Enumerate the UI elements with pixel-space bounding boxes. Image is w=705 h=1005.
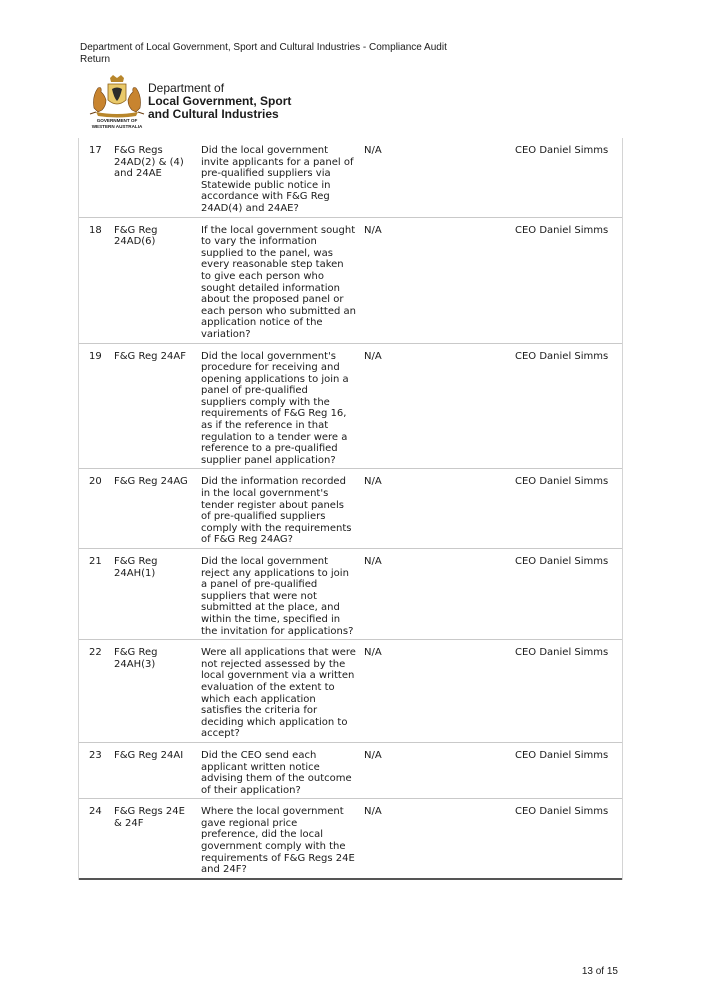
table-right-border bbox=[622, 138, 623, 880]
regulation-reference: F&G Regs 24E & 24F bbox=[110, 799, 197, 879]
page-number: 13 of 15 bbox=[581, 966, 618, 977]
response-value: N/A bbox=[360, 549, 439, 640]
table-row bbox=[78, 217, 623, 343]
response-value: N/A bbox=[360, 799, 439, 879]
regulation-reference: F&G Reg 24AF bbox=[110, 343, 197, 469]
crest-caption-line-1: GOVERNMENT OF bbox=[96, 118, 138, 123]
comments-cell bbox=[439, 138, 511, 217]
response-value: N/A bbox=[360, 217, 439, 343]
respondent-name: CEO Daniel Simms bbox=[511, 469, 623, 549]
response-value: N/A bbox=[360, 469, 439, 549]
department-name bbox=[148, 82, 291, 121]
audit-question: If the local government sought to vary the information supplied to the panel, was every reasonable step taken to give each person who sought detailed information about the proposed panel or each person who submitted an application notice of the variation? bbox=[197, 217, 360, 343]
audit-question: Did the local government reject any applications to join a panel of pre-qualified suppliers that were not submitted at the place, and within the time, specified in the invitation for applications? bbox=[197, 549, 360, 640]
audit-question: Were all applications that were not rejected assessed by the local government via a written evaluation of the extent to which each application satisfies the criteria for deciding which application to accept? bbox=[197, 640, 360, 743]
comments-cell bbox=[439, 343, 511, 469]
department-name-line-2: Local Government, Sport bbox=[148, 94, 292, 108]
document-header-title: Department of Local Government, Sport and Cultural Industries - Compliance Audit Return bbox=[80, 42, 447, 65]
crest-caption-line-2: WESTERN AUSTRALIA bbox=[91, 123, 143, 129]
row-number: 24 bbox=[78, 799, 110, 879]
comments-cell bbox=[439, 549, 511, 640]
table-row bbox=[78, 799, 623, 879]
comments-cell bbox=[439, 742, 511, 798]
row-number: 23 bbox=[78, 742, 110, 798]
row-number: 18 bbox=[78, 217, 110, 343]
regulation-reference: F&G Reg 24AG bbox=[110, 469, 197, 549]
table-row bbox=[78, 640, 623, 743]
department-name-line-3: and Cultural Industries bbox=[148, 107, 279, 121]
audit-question: Did the information recorded in the local government's tender register about panels of pre-qualified suppliers comply with the requirements of F&G Reg 24AG? bbox=[197, 469, 360, 549]
response-value: N/A bbox=[360, 742, 439, 798]
response-value: N/A bbox=[360, 640, 439, 743]
row-number: 21 bbox=[78, 549, 110, 640]
audit-question: Did the local government's procedure for receiving and opening applications to join a panel of pre-qualified suppliers comply with the requirements of F&G Reg 16, as if the reference in that regulation to a tender were a reference to a pre-qualified supplier panel application? bbox=[197, 343, 360, 469]
compliance-audit-table bbox=[78, 138, 623, 880]
comments-cell bbox=[439, 799, 511, 879]
table-row bbox=[78, 343, 623, 469]
table-row bbox=[78, 138, 623, 217]
audit-question: Where the local government gave regional price preference, did the local government comply with the requirements of F&G Regs 24E and 24F? bbox=[197, 799, 360, 879]
respondent-name: CEO Daniel Simms bbox=[511, 138, 623, 217]
respondent-name: CEO Daniel Simms bbox=[511, 343, 623, 469]
table-row bbox=[78, 742, 623, 798]
respondent-name: CEO Daniel Simms bbox=[511, 217, 623, 343]
department-logo bbox=[86, 74, 306, 134]
table-row bbox=[78, 469, 623, 549]
row-number: 19 bbox=[78, 343, 110, 469]
regulation-reference: F&G Regs 24AD(2) & (4) and 24AE bbox=[110, 138, 197, 217]
comments-cell bbox=[439, 469, 511, 549]
row-number: 20 bbox=[78, 469, 110, 549]
response-value: N/A bbox=[360, 138, 439, 217]
audit-question: Did the local government invite applicants for a panel of pre-qualified suppliers via Statewide public notice in accordance with F&G Reg 24AD(4) and 24AE? bbox=[197, 138, 360, 217]
department-name-line-1: Department of bbox=[148, 81, 225, 95]
compliance-table-container bbox=[78, 138, 623, 880]
comments-cell bbox=[439, 217, 511, 343]
respondent-name: CEO Daniel Simms bbox=[511, 799, 623, 879]
respondent-name: CEO Daniel Simms bbox=[511, 640, 623, 743]
regulation-reference: F&G Reg 24AH(1) bbox=[110, 549, 197, 640]
row-number: 22 bbox=[78, 640, 110, 743]
regulation-reference: F&G Reg 24AD(6) bbox=[110, 217, 197, 343]
table-body bbox=[78, 138, 623, 879]
table-row bbox=[78, 549, 623, 640]
respondent-name: CEO Daniel Simms bbox=[511, 742, 623, 798]
response-value: N/A bbox=[360, 343, 439, 469]
regulation-reference: F&G Reg 24AI bbox=[110, 742, 197, 798]
respondent-name: CEO Daniel Simms bbox=[511, 549, 623, 640]
table-left-border bbox=[78, 138, 79, 880]
regulation-reference: F&G Reg 24AH(3) bbox=[110, 640, 197, 743]
audit-question: Did the CEO send each applicant written notice advising them of the outcome of their application? bbox=[197, 742, 360, 798]
row-number: 17 bbox=[78, 138, 110, 217]
crest-caption bbox=[86, 118, 148, 129]
comments-cell bbox=[439, 640, 511, 743]
